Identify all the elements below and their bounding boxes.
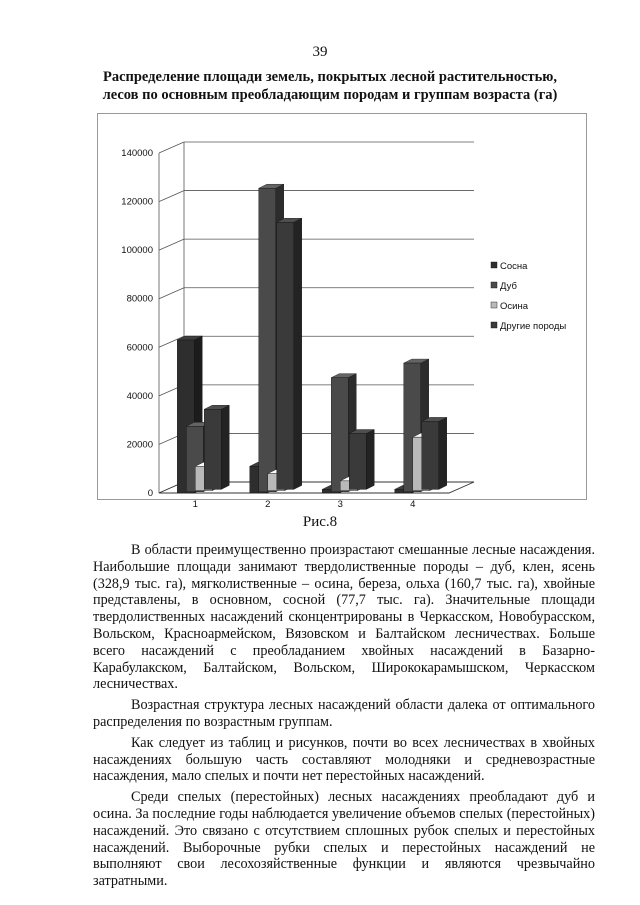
- gridline-side: [159, 288, 184, 299]
- page-number: 39: [312, 44, 328, 60]
- bar: [422, 421, 439, 489]
- legend-swatch: [491, 262, 497, 268]
- bar: [204, 409, 221, 489]
- legend-swatch: [491, 302, 497, 308]
- gridline-side: [159, 239, 184, 250]
- legend-label: Дуб: [500, 281, 517, 292]
- paragraph-1: В области преимущественно произрастают смешанные лесные насаждения. Наибольшие площади занимают твердолиственные породы – дуб, клен, ясень (328,9 тыс. га), мягколиственные – осина, береза, ольха (160,7 тыс. га), хвойные представлены, в основном, сосной (77,7 тыс. га). Значительные площади твердолиственных насаждений сконцентрированы в Черкасском, Новобурасском, Вольском, Красноармейском, Вязовском и Балтайском лесничествах. Больше всего насаждений с преобладанием хвойных насаждений в Базарно-Карабулакском, Балтайском, Вольском, Ширококарамышском, Черкасском лесничествах.: [93, 542, 595, 693]
- y-tick-label: 60000: [126, 342, 153, 354]
- chart-title-line1: Распределение площади земель, покрытых лесной растительностью,: [102, 69, 558, 85]
- bar: [259, 188, 276, 492]
- paragraph-4: Среди спелых (перестойных) лесных насаждениях преобладают дуб и осина. За последние годы наблюдается увеличение объемов спелых (перестойных) насаждений. Это связано с отсутствием сплошных рубок спелых и перестойных насаждений. Выборочные рубки спелых и перестойных насаждений не выполняют свои лесохозяйственные функции и являются чрезвычайно затратными.: [93, 789, 595, 890]
- x-tick-label: 2: [265, 499, 271, 510]
- bar-side: [221, 405, 229, 489]
- bar-side: [366, 430, 374, 490]
- legend-swatch: [491, 322, 497, 328]
- y-tick-label: 0: [147, 488, 153, 499]
- chart-title: [60, 68, 600, 104]
- bar: [349, 434, 366, 490]
- legend-label: Осина: [500, 301, 528, 312]
- legend-label: Другие породы: [500, 321, 567, 332]
- paragraph-3: Как следует из таблиц и рисунков, почти во всех лесничествах в хвойных насаждениях большую часть составляют молодняки и средневозрастные насаждения, мало спелых и почти нет перестойных насаждений.: [93, 734, 595, 785]
- legend-swatch: [491, 282, 497, 288]
- bar-side: [294, 218, 302, 489]
- bar: [331, 378, 348, 492]
- y-tick-label: 100000: [121, 245, 153, 257]
- y-tick-label: 120000: [121, 196, 153, 208]
- x-tick-label: 1: [192, 499, 198, 510]
- x-tick-label: 3: [337, 499, 343, 510]
- chart-title-line2: лесов по основным преобладающим породам и группам возраста (га): [102, 87, 558, 103]
- paragraph-2: Возрастная структура лесных насаждений области далека от оптимального распределения по возрастным группам.: [93, 697, 595, 730]
- y-tick-label: 140000: [121, 148, 153, 159]
- legend-label: Сосна: [500, 261, 528, 272]
- y-tick-label: 20000: [126, 439, 153, 451]
- bar: [277, 222, 294, 489]
- x-tick-label: 4: [410, 499, 416, 510]
- y-tick-label: 80000: [126, 293, 153, 305]
- gridline-side: [159, 191, 184, 202]
- bar-side: [439, 417, 447, 489]
- chart-frame: [97, 113, 587, 510]
- figure-caption: Рис.8: [302, 514, 338, 530]
- bar-chart: [98, 114, 586, 510]
- gridline-side: [159, 142, 184, 153]
- y-tick-label: 40000: [126, 390, 153, 402]
- body-text: [93, 542, 595, 894]
